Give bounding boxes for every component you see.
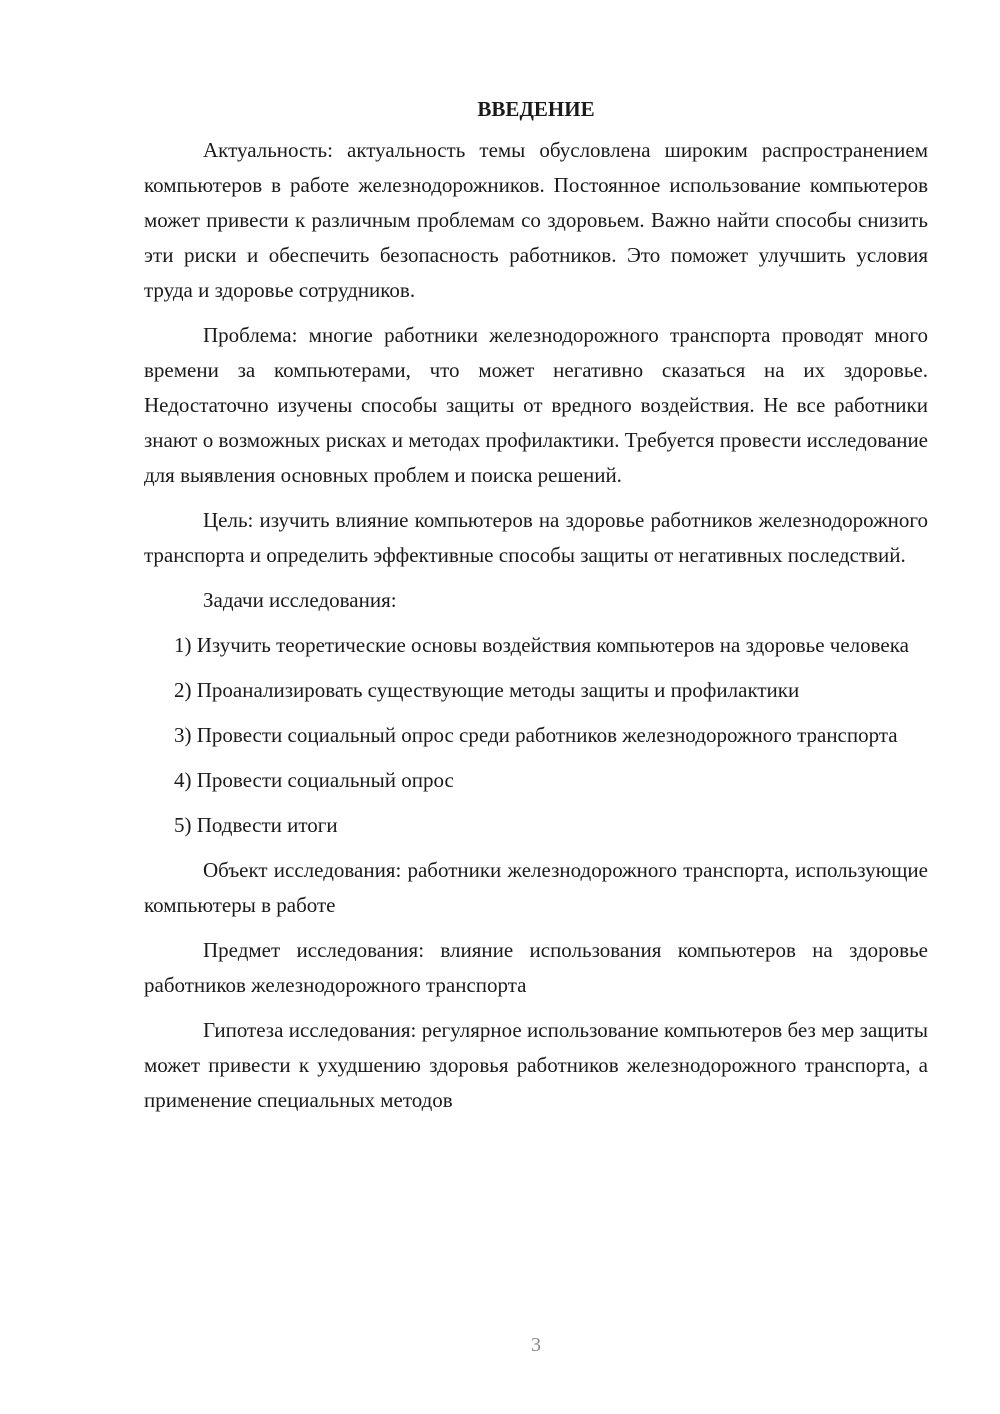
hypothesis-paragraph: Гипотеза исследования: регулярное использование компьютеров без мер защиты может привести к ухудшению здоровья работников железнодорожного транспорта, а применение специальных методов [144,1018,928,1112]
goal-paragraph: Цель: изучить влияние компьютеров на здоровье работников железнодорожного транспорта и определить эффективные способы защиты от негативных последствий. [144,508,928,567]
task-item-3: 3) Провести социальный опрос среди работников железнодорожного транспорта [174,723,898,747]
task-item-1: 1) Изучить теоретические основы воздействия компьютеров на здоровье человека [174,633,909,657]
object-paragraph: Объект исследования: работники железнодорожного транспорта, использующие компьютеры в работе [144,858,928,917]
subject-paragraph: Предмет исследования: влияние использования компьютеров на здоровье работников железнодорожного транспорта [144,938,928,997]
task-item-4: 4) Провести социальный опрос [174,768,454,792]
problem-paragraph: Проблема: многие работники железнодорожного транспорта проводят много времени за компьютерами, что может негативно сказаться на их здоровье. Недостаточно изучены способы защиты от вредного воздействия. Не все работники знают о возможных рисках и методах профилактики. Требуется провести исследование для выявления основных проблем и поиска решений. [144,323,928,487]
document-page [144,92,928,1128]
relevance-paragraph: Актуальность: актуальность темы обусловлена широким распространением компьютеров в работе железнодорожников. Постоянное использование компьютеров может привести к различным проблемам со здоровьем. Важно найти способы снизить эти риски и обеспечить безопасность работников. Это поможет улучшить условия труда и здоровье сотрудников. [144,138,928,302]
tasks-heading: Задачи исследования: [203,588,397,612]
section-title: ВВЕДЕНИЕ [477,97,595,121]
page-number: 3 [531,1334,541,1356]
task-item-5: 5) Подвести итоги [174,813,338,837]
task-item-2: 2) Проанализировать существующие методы защиты и профилактики [174,678,800,702]
